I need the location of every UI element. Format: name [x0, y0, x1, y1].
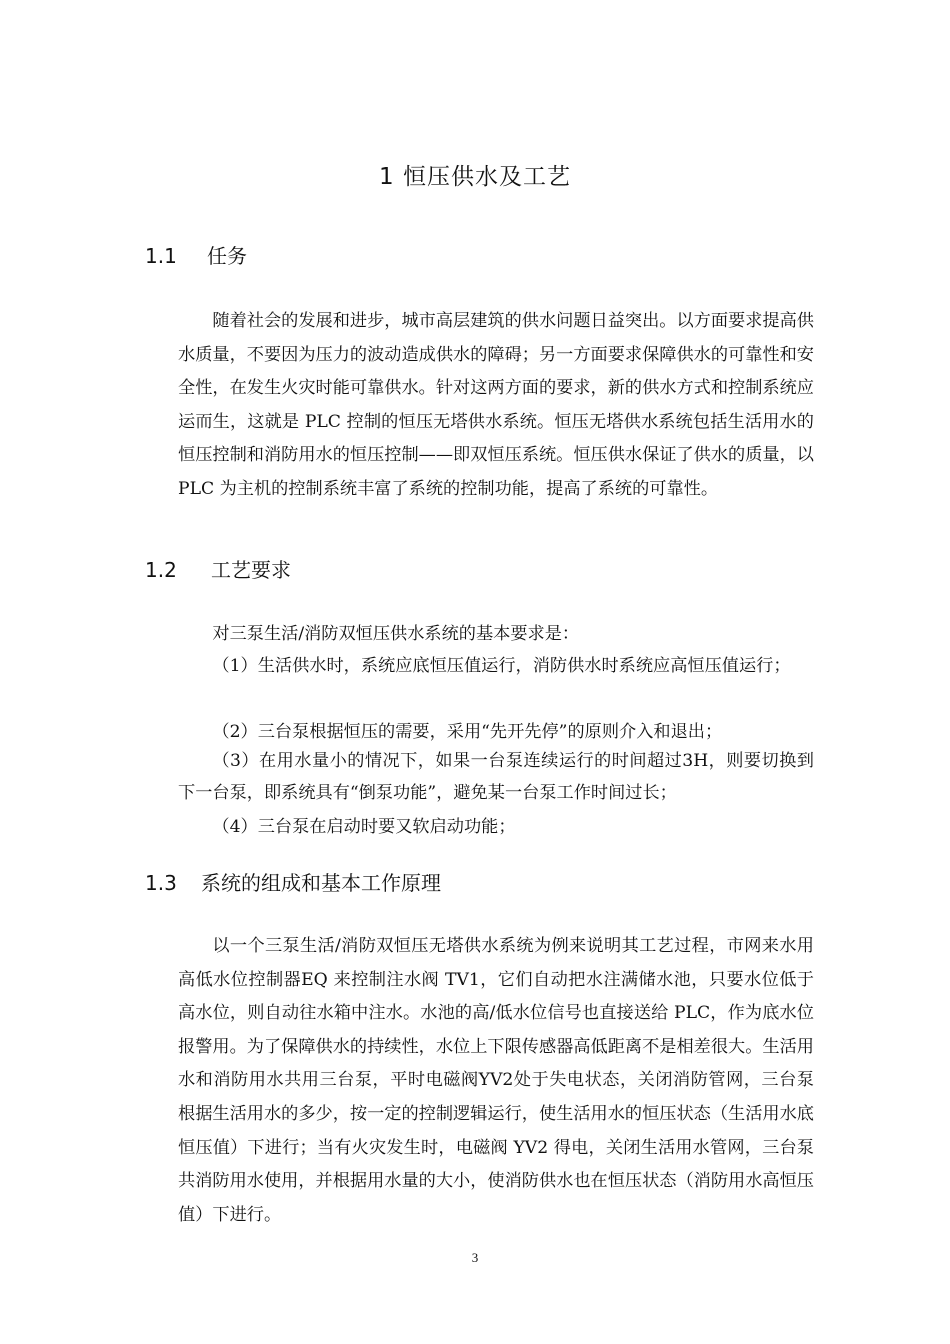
section-number: 1.3: [145, 871, 177, 895]
chapter-title: 1 恒压供水及工艺: [379, 164, 571, 190]
section-title: 任务: [207, 244, 247, 268]
page-number: 3: [471, 1250, 479, 1265]
section-number: 1.1: [145, 244, 177, 268]
requirement-item: （1）生活供水时，系统应底恒压值运行，消防供水时系统应高恒压值运行；: [212, 656, 791, 676]
section-title: 系统的组成和基本工作原理: [201, 871, 441, 895]
section-heading-1-2: [145, 555, 291, 585]
section-number: 1.2: [145, 558, 177, 582]
section-heading-1-3: [145, 868, 441, 898]
section-heading-1-1: [145, 241, 247, 271]
paragraph-task: 随着社会的发展和进步，城市高层建筑的供水问题日益突出。以方面要求提高供水质量，不要因为压力的波动造成供水的障碍；另一方面要求保障供水的可靠性和安全性，在发生火灾时能可靠供水。针对这两方面的要求，新的供水方式和控制系统应运而生，这就是 PLC 控制的恒压无塔供水系统。恒压无塔供水系统包括生活用水的恒压控制和消防用水的恒压控制——即双恒压系统。恒压供水保证了供水的质量，以 PLC 为主机的控制系统丰富了系统的控制功能，提高了系统的可靠性。: [178, 311, 814, 499]
paragraph-system-principle: 以一个三泵生活/消防双恒压无塔供水系统为例来说明其工艺过程，市网来水用高低水位控制器EQ 来控制注水阀 TV1，它们自动把水注满储水池，只要水位低于高水位，则自动往水箱中注水。水池的高/低水位信号也直接送给 PLC，作为底水位报警用。为了保障供水的持续性，水位上下限传感器高低距离不是相差很大。生活用水和消防用水共用三台泵，平时电磁阀YV2处于失电状态，关闭消防管网，三台泵根据生活用水的多少，按一定的控制逻辑运行，使生活用水的恒压状态（生活用水底恒压值）下进行；当有火灾发生时，电磁阀 YV2 得电，关闭生活用水管网，三台泵共消防用水使用，并根据用水量的大小，使消防供水也在恒压状态（消防用水高恒压值）下进行。: [178, 936, 814, 1225]
requirement-item: （4）三台泵在启动时要又软启动功能；: [212, 817, 516, 837]
section-title: 工艺要求: [211, 558, 291, 582]
requirement-item: （2）三台泵根据恒压的需要，采用“先开先停”的原则介入和退出；: [212, 722, 723, 742]
requirements-intro: 对三泵生活/消防双恒压供水系统的基本要求是：: [212, 624, 580, 644]
requirement-item: （3）在用水量小的情况下，如果一台泵连续运行的时间超过3H，则要切换到下一台泵，即系统具有“倒泵功能”，避免某一台泵工作时间过长；: [178, 751, 814, 804]
